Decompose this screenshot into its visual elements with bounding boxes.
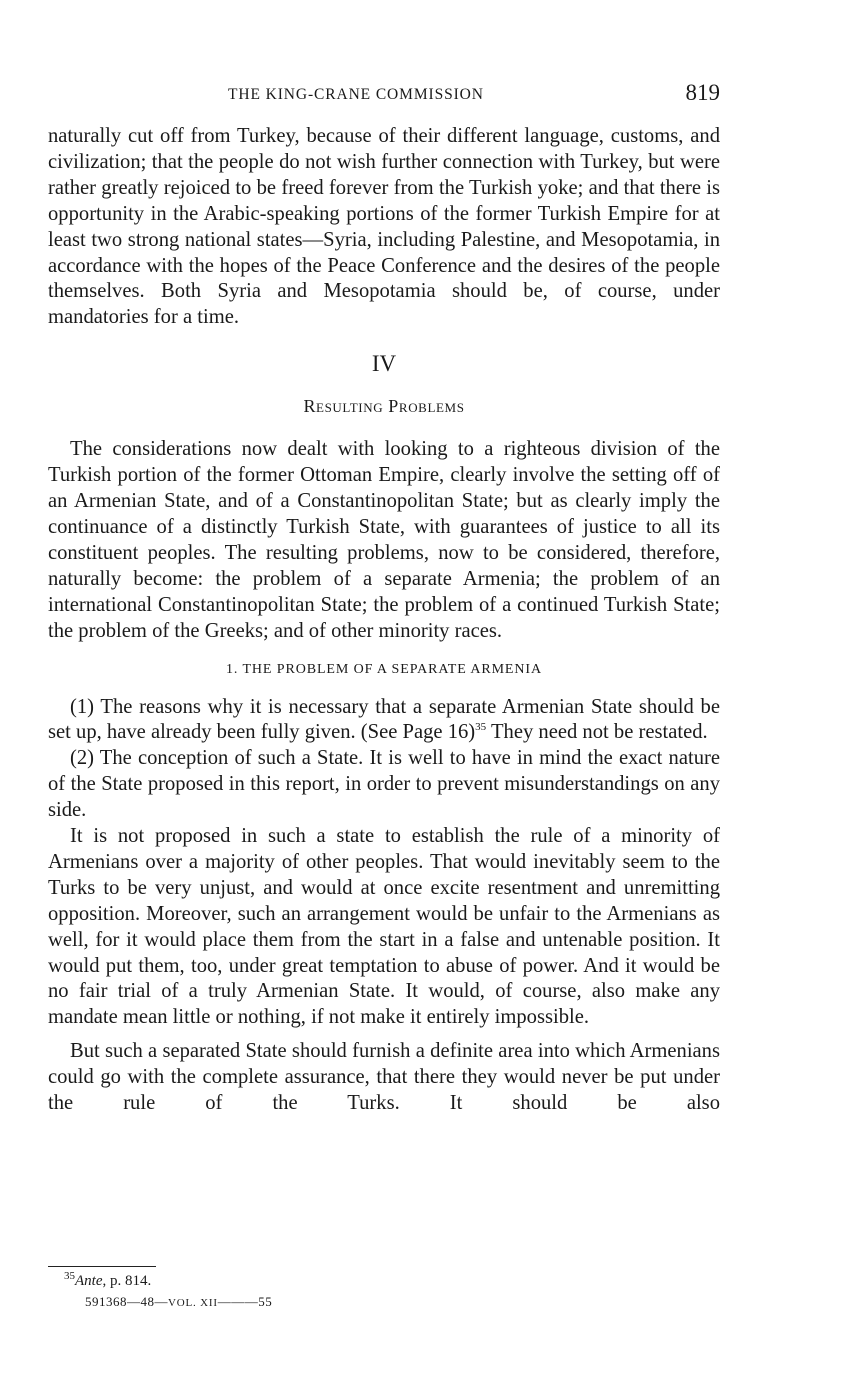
footnote-citation: Ante [75, 1273, 103, 1289]
paragraph-reasons-text: (1) The reasons why it is necessary that a separate Armenian State should be set up, have already been fully given. (See Page 16) [48, 695, 720, 744]
printer-imprint [85, 1294, 272, 1310]
paragraph-separated-state: But such a separated State should furnish a definite area into which Armenians could go with the complete assurance, that there they would never be put under the rule of the Turks. It should be also [48, 1040, 720, 1115]
paragraph-reasons [48, 695, 720, 747]
section-numeral: IV [371, 351, 397, 377]
footnote-divider [48, 1266, 156, 1267]
section-title: Resulting Problems [303, 396, 465, 417]
footnote-marker: 35 [64, 1270, 75, 1282]
page-number: 819 [685, 80, 720, 105]
footnote-text: , p. 814. [102, 1273, 152, 1289]
running-head [48, 80, 720, 110]
subsection-title: 1. THE PROBLEM OF A SEPARATE ARMENIA [226, 661, 542, 677]
footnote-reference: 35 [475, 721, 487, 734]
printer-sheet: ———55 [217, 1294, 273, 1309]
paragraph-minority-rule: It is not proposed in such a state to establish the rule of a minority of Armenians over a majority of other peoples. That would inevitably seem to the Turks to be very unjust, and would at once excite resentment and unremitting opposition. Moreover, such an arrangement would be unfair to the Armenians as well, for it would place them from the start in a false and untenable position. It would put them, too, under great temptation to abuse of power. And it would be no fair trial of a truly Armenian State. It would, of course, also make any mandate mean little or nothing, if not make it entirely impossible. [48, 825, 720, 1029]
printer-code: 591368—48— [85, 1294, 168, 1309]
running-title: THE KING-CRANE COMMISSION [228, 86, 484, 103]
paragraph-conception: (2) The conception of such a State. It is well to have in mind the exact nature of the State proposed in this report, in order to prevent misunderstandings on any side. [48, 747, 720, 822]
page-body [48, 124, 720, 1117]
paragraph-considerations: The considerations now dealt with looking to a righteous division of the Turkish portion of the former Ottoman Empire, clearly involve the setting off of an Armenian State, and of a Constantinopolitan State; but as clearly imply the continuance of a distinctly Turkish State, with guarantees of justice to all its constituent peoples. The resulting problems, now to be considered, therefore, naturally become: the problem of a separate Armenia; the problem of an international Constantinopolitan State; the problem of a continued Turkish State; the problem of the Greeks; and of other minority races. [48, 438, 720, 642]
paragraph-continuation: naturally cut off from Turkey, because of their different language, customs, and civilization; that the people do not wish further connection with Turkey, but were rather greatly rejoiced to be freed forever from the Turkish yoke; and that there is opportunity in the Arabic-speaking portions of the former Turkish Empire for at least two strong national states—Syria, including Palestine, and Mesopotamia, in accordance with the hopes of the Peace Conference and the desires of the people themselves. Both Syria and Mesopotamia should be, of course, under mandatories for a time. [48, 125, 720, 329]
printer-volume: VOL. XII [168, 1297, 218, 1309]
footnote [64, 1271, 151, 1291]
paragraph-reasons-tail: They need not be restated. [486, 721, 708, 744]
